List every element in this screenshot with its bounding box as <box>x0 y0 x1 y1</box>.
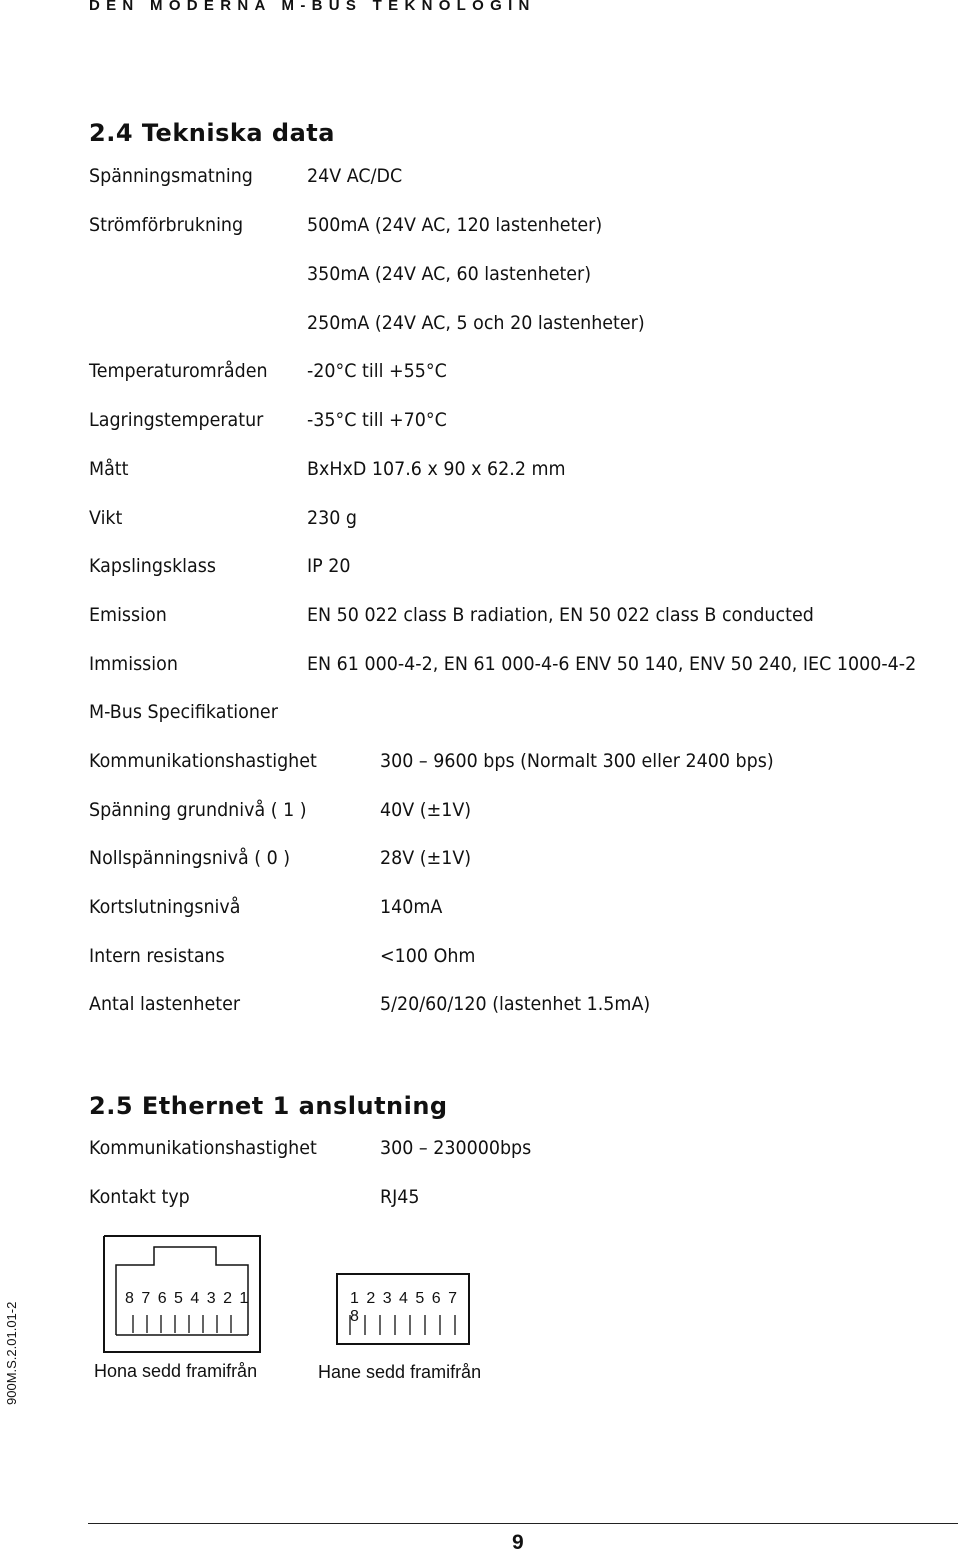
tech-label: Mått <box>89 458 129 480</box>
eth-label: Kontakt typ <box>89 1186 190 1208</box>
male-caption: Hane sedd framifrån <box>318 1362 482 1382</box>
tech-label: Temperaturområden <box>89 360 268 382</box>
tech-value: EN 50 022 class B radiation, EN 50 022 class B conducted <box>307 604 814 626</box>
tech-value: -20°C till +55°C <box>307 360 447 382</box>
rj45-female-diagram <box>103 1235 261 1353</box>
tech-label: Strömförbrukning <box>89 214 244 236</box>
footer-rule <box>88 1523 958 1524</box>
tech-label: Kapslingsklass <box>89 555 216 577</box>
mbus-value: 40V (±1V) <box>380 799 472 821</box>
page-number: 9 <box>512 1531 524 1554</box>
tech-value: 500mA (24V AC, 120 lastenheter) <box>307 214 603 236</box>
tech-value: 350mA (24V AC, 60 lastenheter) <box>307 263 592 285</box>
document-code: 900M.S.2.01.01-2 <box>4 1301 19 1405</box>
mbus-value: <100 Ohm <box>380 945 476 967</box>
male-pin-numbers: 1 2 3 4 5 6 7 8 <box>350 1290 459 1325</box>
mbus-value: 300 – 9600 bps (Normalt 300 eller 2400 bps) <box>380 750 774 772</box>
mbus-label: Nollspänningsnivå ( 0 ) <box>89 847 291 869</box>
tech-value: -35°C till +70°C <box>307 409 447 431</box>
tech-value: IP 20 <box>307 555 351 577</box>
tech-value: EN 61 000-4-2, EN 61 000-4-6 ENV 50 140, ENV 50 240, IEC 1000-4-2 <box>307 653 917 675</box>
tech-label: Immission <box>89 653 178 675</box>
rj45-male-diagram <box>336 1273 470 1345</box>
tech-label: Lagringstemperatur <box>89 409 264 431</box>
mbus-label: Kortslutningsnivå <box>89 896 241 918</box>
mbus-label: Intern resistans <box>89 945 225 967</box>
mbus-value: 140mA <box>380 896 443 918</box>
tech-value: 24V AC/DC <box>307 165 403 187</box>
eth-value: 300 – 230000bps <box>380 1137 532 1159</box>
eth-label: Kommunikationshastighet <box>89 1137 317 1159</box>
mbus-label: Antal lastenheter <box>89 993 241 1015</box>
mbus-heading: M-Bus Specifikationer <box>89 701 278 723</box>
tech-label: Emission <box>89 604 167 626</box>
mbus-value: 5/20/60/120 (lastenhet 1.5mA) <box>380 993 651 1015</box>
eth-value: RJ45 <box>380 1186 420 1208</box>
tech-value: BxHxD 107.6 x 90 x 62.2 mm <box>307 458 566 480</box>
female-pin-numbers: 8 7 6 5 4 3 2 1 <box>125 1290 250 1307</box>
female-caption: Hona sedd framifrån <box>94 1361 258 1381</box>
running-header: DEN MODERNA M-BUS TEKNOLOGIN <box>89 0 536 14</box>
tech-value: 250mA (24V AC, 5 och 20 lastenheter) <box>307 312 645 334</box>
mbus-label: Spänning grundnivå ( 1 ) <box>89 799 307 821</box>
tech-value: 230 g <box>307 507 358 529</box>
mbus-value: 28V (±1V) <box>380 847 472 869</box>
tech-label: Vikt <box>89 507 123 529</box>
mbus-label: Kommunikationshastighet <box>89 750 317 772</box>
section-heading-ethernet: 2.5 Ethernet 1 anslutning <box>89 1092 448 1120</box>
section-heading-tech: 2.4 Tekniska data <box>89 119 335 147</box>
tech-label: Spänningsmatning <box>89 165 253 187</box>
